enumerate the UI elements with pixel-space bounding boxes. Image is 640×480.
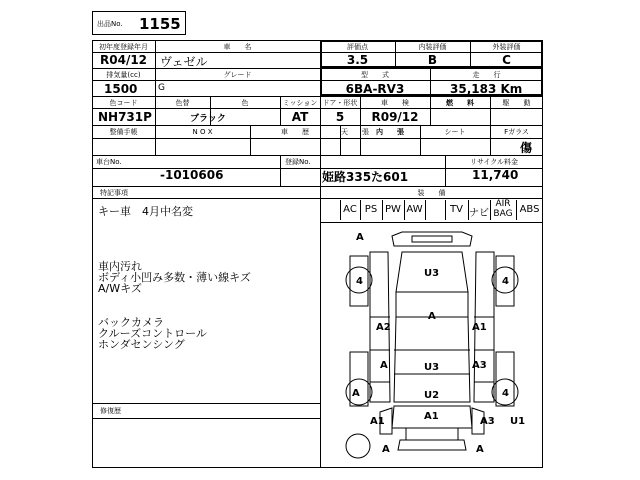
color-value: ブラック bbox=[190, 114, 226, 124]
note-line-3: ボディ小凹み多数・薄い線キズ bbox=[98, 271, 251, 284]
interior-label: 内 張 bbox=[376, 128, 404, 136]
equip-airbag: AIR BAG bbox=[493, 199, 513, 219]
recycle-value: 11,740 bbox=[472, 168, 519, 182]
equip-navi: ナビ bbox=[469, 208, 489, 219]
transmission-label: ミッション bbox=[282, 99, 318, 107]
plate-label: 登録No. bbox=[285, 158, 311, 166]
equip-aw: AW bbox=[406, 204, 423, 215]
notes-label: 特記事項 bbox=[100, 189, 128, 197]
note-line-7: ホンダセンシング bbox=[98, 338, 185, 351]
note-line-6: クルーズコントロール bbox=[98, 327, 207, 340]
fuel-label: 燃 料 bbox=[446, 99, 474, 107]
model-label: 型 式 bbox=[361, 71, 389, 79]
dmg-rear-r: A3 bbox=[480, 416, 495, 427]
exterior-score-label: 外装評価 bbox=[492, 43, 521, 51]
repair-label: 修復歴 bbox=[100, 407, 121, 415]
score-value: 3.5 bbox=[346, 53, 369, 67]
dmg-fender-l: A2 bbox=[376, 322, 391, 333]
note-line-2: 車内汚れ bbox=[98, 260, 142, 273]
note-line-1: キー車 4月中名変 bbox=[98, 205, 193, 218]
chassis-value: -1010606 bbox=[160, 168, 224, 182]
mileage-label: 走 行 bbox=[472, 71, 501, 79]
grade-label: グレード bbox=[223, 71, 252, 79]
glass-label: Fガラス bbox=[504, 128, 529, 136]
sunroof-label: 天 張 bbox=[341, 128, 369, 136]
first-reg-label: 初年度登録年月 bbox=[99, 43, 148, 51]
color-label: 色 bbox=[241, 99, 249, 107]
equip-ps: PS bbox=[364, 204, 378, 215]
exterior-score-value: C bbox=[502, 53, 511, 67]
dmg-trunk: U2 bbox=[424, 390, 440, 401]
note-line-5: バックカメラ bbox=[98, 316, 164, 329]
drive-label: 駆 動 bbox=[502, 99, 531, 107]
equipment-label: 装 備 bbox=[417, 189, 446, 197]
doors-value: 5 bbox=[335, 110, 345, 124]
inspection-label: 車 検 bbox=[381, 99, 409, 107]
color-code-label: 色コード bbox=[109, 99, 138, 107]
grade-value: G bbox=[158, 83, 165, 93]
dmg-side-body: U3 bbox=[424, 362, 440, 373]
equip-pw: PW bbox=[385, 204, 401, 215]
dmg-door-r: A3 bbox=[472, 360, 487, 371]
dmg-rear-l: A1 bbox=[370, 416, 385, 427]
color-code-value: NH731P bbox=[98, 110, 152, 124]
dmg-wheel-fr: 4 bbox=[502, 276, 509, 287]
dmg-door-l: A bbox=[380, 360, 388, 371]
interior-score-label: 内装評価 bbox=[418, 43, 447, 51]
chassis-label: 車台No. bbox=[96, 158, 122, 166]
service-book-label: 整備手帳 bbox=[109, 128, 138, 136]
car-damage-diagram bbox=[320, 222, 543, 468]
equip-tv: TV bbox=[450, 204, 463, 215]
equip-abs: ABS bbox=[519, 204, 540, 215]
dmg-fender-r: A1 bbox=[472, 322, 487, 333]
dmg-tail-l: A bbox=[382, 444, 390, 455]
dmg-wheel-fl: 4 bbox=[356, 276, 363, 287]
dmg-tail-r: A bbox=[476, 444, 484, 455]
displacement-label: 排気量(cc) bbox=[106, 71, 141, 79]
car-name-value: ヴェゼル bbox=[160, 55, 208, 69]
doors-label: ドア・形状 bbox=[322, 99, 358, 107]
score-label: 評価点 bbox=[347, 43, 368, 51]
model-value: 6BA-RV3 bbox=[345, 82, 405, 96]
dmg-hood: A bbox=[428, 311, 436, 322]
dmg-side-l: A bbox=[352, 388, 360, 399]
transmission-value: AT bbox=[291, 110, 309, 124]
mileage-value: 35,183 Km bbox=[450, 82, 523, 96]
dmg-rear-u: U1 bbox=[510, 416, 526, 427]
seat-label: シート bbox=[444, 128, 466, 136]
dmg-roof: U3 bbox=[424, 268, 440, 279]
inspection-value: R09/12 bbox=[371, 110, 419, 124]
lot-number: 1155 bbox=[139, 15, 181, 33]
glass-value: 傷 bbox=[520, 141, 533, 155]
dmg-wheel-rr: 4 bbox=[502, 388, 509, 399]
note-line-4: A/Wキズ bbox=[98, 282, 142, 295]
recycle-label: リサイクル料金 bbox=[469, 158, 519, 166]
dmg-front: A bbox=[356, 232, 364, 243]
dmg-rear-panel: A1 bbox=[424, 411, 439, 422]
first-reg-value: R04/12 bbox=[100, 53, 148, 67]
displacement-value: 1500 bbox=[104, 82, 138, 96]
interior-score-value: B bbox=[427, 53, 438, 67]
equipment-row bbox=[320, 198, 543, 222]
color-type-label: 色替 bbox=[175, 99, 190, 107]
nox-label: N O X bbox=[192, 128, 213, 136]
car-name-label: 車 名 bbox=[223, 43, 252, 51]
history-label: 車 歴 bbox=[281, 128, 309, 136]
equip-ac: AC bbox=[343, 204, 357, 215]
lot-box bbox=[92, 11, 186, 35]
plate-value: 姫路335た601 bbox=[322, 170, 409, 184]
lot-label-text: 出品No. bbox=[97, 20, 123, 28]
